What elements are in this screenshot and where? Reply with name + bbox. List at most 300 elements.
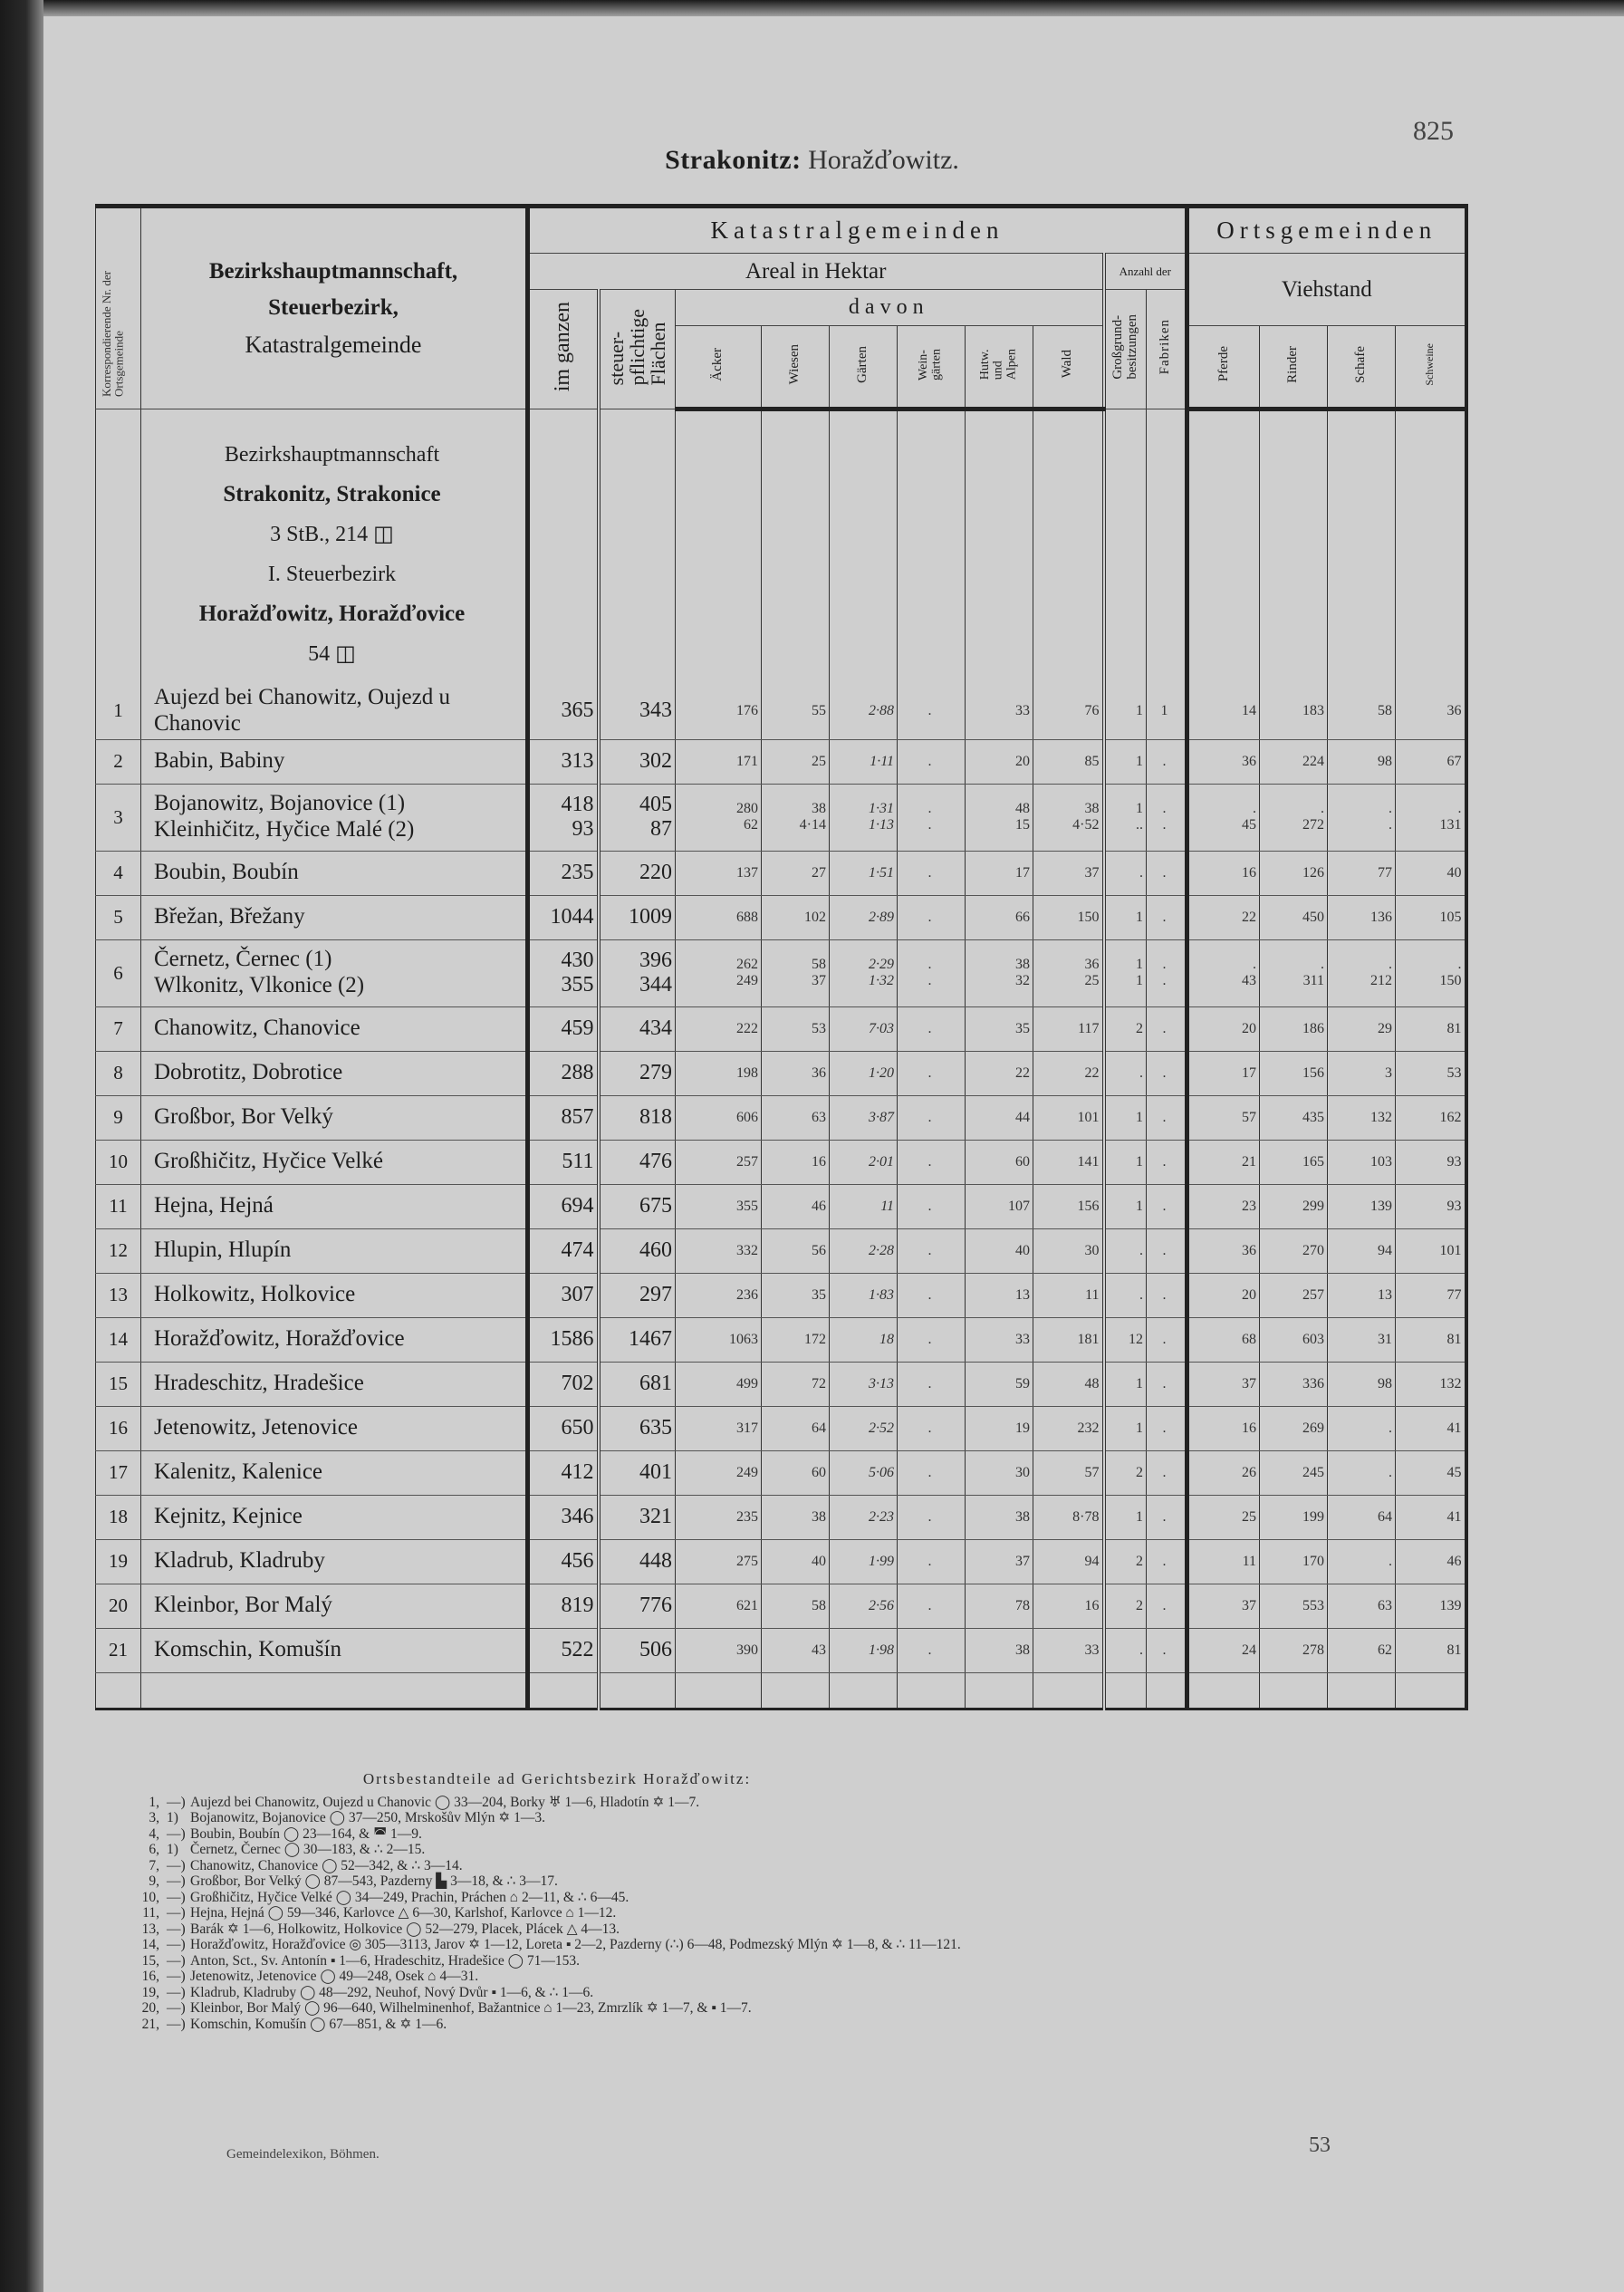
value-schafe: .	[1389, 1553, 1393, 1569]
value-wein: .	[927, 1109, 932, 1125]
value-wald: 94	[1084, 1553, 1100, 1569]
cell-hutw	[966, 851, 1033, 895]
value-rinder: 603	[1302, 1331, 1325, 1347]
table-row	[96, 1406, 1466, 1450]
value-steuer: 434	[639, 1016, 672, 1040]
cell-wald	[1033, 1095, 1104, 1140]
cell-schafe	[1328, 784, 1396, 851]
cell-wiesen	[762, 1095, 830, 1140]
footnote-number: 9,	[149, 1873, 159, 1889]
filler-cell	[898, 1672, 966, 1709]
cell-wiesen	[762, 939, 830, 1006]
intro-empty	[1147, 409, 1187, 684]
footnote-item	[127, 2000, 1440, 2017]
cell-hutw	[966, 1362, 1033, 1406]
value-aecker: 236	[736, 1286, 758, 1303]
cell-gaerten	[830, 851, 898, 895]
header-viehstand: Viehstand	[1187, 254, 1466, 326]
value-fabr: .	[1162, 1331, 1167, 1347]
cell-gross	[1104, 1406, 1147, 1450]
filler-cell	[966, 1672, 1033, 1709]
footnote-item	[127, 1921, 1440, 1938]
value-schafe: 29	[1378, 1020, 1393, 1036]
cell-fabr	[1147, 1362, 1187, 1406]
value-ganz: 857	[561, 1105, 594, 1129]
value-schweine: .	[1457, 801, 1462, 816]
value-hutw: 60	[1015, 1153, 1030, 1170]
cell-rinder	[1260, 1406, 1328, 1450]
value-pferde: 16	[1242, 1420, 1257, 1436]
value-hutw: 13	[1015, 1286, 1030, 1303]
row-number: 10	[96, 1140, 141, 1184]
value-pferde-2: 43	[1242, 973, 1257, 988]
value-gross: 1	[1136, 801, 1143, 816]
cell-fabr	[1147, 1184, 1187, 1228]
cell-ganz	[528, 683, 599, 739]
row-number: 9	[96, 1095, 141, 1140]
value-schafe: 94	[1378, 1242, 1393, 1258]
value-gaerten: 1·98	[869, 1642, 894, 1658]
cell-schafe	[1328, 851, 1396, 895]
cell-gross	[1104, 1362, 1147, 1406]
filler-cell	[96, 1672, 141, 1709]
footnote-marker: —)	[167, 1825, 186, 1842]
cell-gross	[1104, 1539, 1147, 1584]
cell-gaerten	[830, 1362, 898, 1406]
cell-gaerten	[830, 1317, 898, 1362]
value-fabr: .	[1162, 1286, 1167, 1303]
value-steuer: 1467	[629, 1327, 672, 1351]
value-pferde: 14	[1242, 702, 1257, 718]
value-hutw: 22	[1015, 1064, 1030, 1081]
value-schafe: 98	[1378, 753, 1393, 769]
header-schafe: Schafe	[1328, 326, 1396, 409]
cell-schweine	[1396, 739, 1466, 784]
cell-wiesen	[762, 1317, 830, 1362]
footnote-item	[127, 1937, 1440, 1953]
value-gaerten: 7·03	[869, 1020, 894, 1036]
cell-wein	[898, 1140, 966, 1184]
header-wiesen: Wiesen	[762, 326, 830, 409]
cell-wiesen	[762, 1495, 830, 1539]
cell-hutw	[966, 1273, 1033, 1317]
value-rinder: 245	[1302, 1464, 1325, 1480]
statistics-table	[95, 204, 1468, 1710]
municipality-name: Bojanowitz, Bojanovice (1)	[154, 791, 406, 816]
cell-gross	[1104, 1317, 1147, 1362]
value-schafe: 132	[1370, 1109, 1393, 1125]
footnotes	[127, 1771, 1440, 2032]
cell-steuer	[599, 1273, 676, 1317]
value-ganz: 346	[561, 1505, 594, 1528]
value-wein: .	[927, 1464, 932, 1480]
cell-aecker	[676, 1273, 762, 1317]
value-aecker: 621	[736, 1597, 758, 1613]
row-name	[141, 1273, 528, 1317]
value-aecker: 355	[736, 1198, 758, 1214]
value-fabr: .	[1162, 753, 1167, 769]
cell-gaerten	[830, 1628, 898, 1672]
value-gaerten: 3·87	[869, 1109, 894, 1125]
value-gaerten-2: 1·13	[869, 817, 894, 833]
value-gross: 1	[1136, 1153, 1143, 1170]
footnote-number: 10,	[141, 1889, 159, 1905]
value-schafe: 13	[1378, 1286, 1393, 1303]
value-pferde: 17	[1242, 1064, 1257, 1081]
header-anzahl: Anzahl der	[1104, 254, 1187, 290]
cell-schweine	[1396, 1184, 1466, 1228]
value-aecker: 171	[736, 753, 758, 769]
cell-wein	[898, 1450, 966, 1495]
hdr-steuer-1: steuer-	[605, 331, 629, 386]
value-pferde: 11	[1242, 1553, 1257, 1569]
header-grossgrund	[1104, 290, 1147, 409]
value-wald: 38	[1084, 801, 1100, 816]
cell-wald	[1033, 939, 1104, 1006]
cell-rinder	[1260, 1184, 1328, 1228]
footnote-marker: —)	[167, 1937, 186, 1952]
table-row	[96, 851, 1466, 895]
row-name	[141, 1362, 528, 1406]
value-gaerten: 2·29	[869, 957, 894, 972]
value-gross: 1	[1136, 957, 1143, 972]
value-schweine: 105	[1439, 909, 1462, 925]
value-schweine: 132	[1439, 1375, 1462, 1392]
value-wein: .	[927, 1508, 932, 1525]
cell-schweine	[1396, 895, 1466, 939]
cell-rinder	[1260, 1584, 1328, 1628]
cell-gaerten	[830, 1273, 898, 1317]
value-wald: 141	[1077, 1153, 1100, 1170]
header-pferde: Pferde	[1187, 326, 1260, 409]
value-schweine: 36	[1446, 702, 1462, 718]
value-fabr: .	[1162, 909, 1167, 925]
row-number: 7	[96, 1006, 141, 1051]
cell-ganz	[528, 1140, 599, 1184]
value-schafe: 103	[1370, 1153, 1393, 1170]
municipality-name-2: Wlkonitz, Vlkonice (2)	[154, 973, 365, 997]
value-fabr: .	[1162, 1642, 1167, 1658]
cell-pferde	[1187, 1228, 1260, 1273]
value-aecker: 198	[736, 1064, 758, 1081]
cell-wein	[898, 1495, 966, 1539]
cell-steuer	[599, 1184, 676, 1228]
value-schafe: .	[1389, 801, 1393, 816]
cell-fabr	[1147, 1051, 1187, 1095]
footnote-marker: —)	[167, 1889, 186, 1905]
cell-hutw	[966, 1584, 1033, 1628]
footnote-number: 1,	[149, 1794, 159, 1810]
cell-fabr	[1147, 784, 1187, 851]
cell-steuer	[599, 1628, 676, 1672]
cell-steuer	[599, 1495, 676, 1539]
table-row	[96, 683, 1466, 739]
municipality-name: Hradeschitz, Hradešice	[154, 1371, 364, 1396]
footnote-text: Barák ✡ 1—6, Holkowitz, Holkovice ◯ 52—279, Placek, Plácek △ 4—13.	[190, 1921, 620, 1937]
value-rinder: 183	[1302, 702, 1325, 718]
value-schweine: 81	[1446, 1642, 1462, 1658]
footnote-text: Jetenowitz, Jetenovice ◯ 49—248, Osek ⌂ 4—31.	[190, 1969, 479, 1984]
filler-cell	[676, 1672, 762, 1709]
footnote-text: Kleinbor, Bor Malý ◯ 96—640, Wilhelminenhof, Bažantnice ⌂ 1—23, Zmrzlík ✡ 1—7, & ▪ 1—7.	[190, 2000, 752, 2016]
footnote-number: 3,	[149, 1810, 159, 1825]
cell-schweine	[1396, 784, 1466, 851]
value-fabr: .	[1162, 1464, 1167, 1480]
value-wiesen: 64	[812, 1420, 826, 1436]
value-ganz: 313	[561, 749, 594, 773]
filler-cell	[599, 1672, 676, 1709]
value-rinder: 450	[1302, 909, 1325, 925]
cell-gross	[1104, 683, 1147, 739]
table-row	[96, 1628, 1466, 1672]
value-gross: .	[1139, 1242, 1143, 1258]
value-wein: .	[927, 909, 932, 925]
cell-aecker	[676, 1184, 762, 1228]
table-row	[96, 1095, 1466, 1140]
value-pferde: 20	[1242, 1286, 1257, 1303]
value-pferde: 37	[1242, 1597, 1257, 1613]
cell-steuer	[599, 895, 676, 939]
cell-wiesen	[762, 1140, 830, 1184]
value-wein: .	[927, 1286, 932, 1303]
value-wiesen: 102	[804, 909, 826, 925]
municipality-name: Hejna, Hejná	[154, 1193, 274, 1218]
cell-schweine	[1396, 851, 1466, 895]
cell-wald	[1033, 1317, 1104, 1362]
value-wiesen: 60	[812, 1464, 826, 1480]
value-wiesen: 16	[812, 1153, 826, 1170]
cell-pferde	[1187, 1140, 1260, 1184]
cell-pferde	[1187, 1450, 1260, 1495]
cell-wein	[898, 851, 966, 895]
cell-wald	[1033, 1051, 1104, 1095]
footnote-text: Großhičitz, Hyčice Velké ◯ 34—249, Prachin, Práchen ⌂ 2—11, & ∴ 6—45.	[190, 1889, 629, 1905]
cell-gaerten	[830, 1406, 898, 1450]
cell-schweine	[1396, 1006, 1466, 1051]
value-schweine: 162	[1439, 1109, 1462, 1125]
cell-schafe	[1328, 1495, 1396, 1539]
row-number: 16	[96, 1406, 141, 1450]
cell-aecker	[676, 784, 762, 851]
cell-schafe	[1328, 1406, 1396, 1450]
cell-wald	[1033, 1539, 1104, 1584]
cell-wein	[898, 1406, 966, 1450]
municipality-name: Aujezd bei Chanowitz, Oujezd u Chanovic	[154, 685, 450, 736]
value-aecker: 222	[736, 1020, 758, 1036]
cell-aecker	[676, 683, 762, 739]
table-row	[96, 1495, 1466, 1539]
intro-line-5: Horažďowitz, Horažďovice	[198, 602, 466, 626]
value-steuer: 401	[639, 1460, 672, 1484]
value-wald: 30	[1084, 1242, 1100, 1258]
footnote-marker: —)	[167, 2000, 186, 2016]
footnote-text: Anton, Sct., Sv. Antonín ▪ 1—6, Hradeschitz, Hradešice ◯ 71—153.	[190, 1952, 580, 1969]
cell-aecker	[676, 1539, 762, 1584]
value-pferde: .	[1253, 801, 1257, 816]
cell-rinder	[1260, 1362, 1328, 1406]
cell-wald	[1033, 1273, 1104, 1317]
cell-ganz	[528, 784, 599, 851]
value-steuer-2: 87	[650, 817, 672, 841]
value-schafe: 58	[1378, 702, 1393, 718]
value-gaerten: 1·31	[869, 801, 894, 816]
cell-hutw	[966, 1317, 1033, 1362]
value-fabr: .	[1162, 1109, 1167, 1125]
value-wein: .	[927, 1020, 932, 1036]
value-schafe-2: 212	[1370, 973, 1393, 988]
cell-steuer	[599, 1584, 676, 1628]
footnote-text: Chanowitz, Chanovice ◯ 52—342, & ∴ 3—14.	[190, 1857, 463, 1873]
district-intro-row	[96, 409, 1466, 684]
footnote-item	[127, 1873, 1440, 1890]
cell-schafe	[1328, 1184, 1396, 1228]
cell-wein	[898, 1228, 966, 1273]
value-wiesen: 63	[812, 1109, 826, 1125]
cell-wiesen	[762, 1450, 830, 1495]
cell-hutw	[966, 739, 1033, 784]
cell-pferde	[1187, 851, 1260, 895]
cell-schafe	[1328, 1450, 1396, 1495]
header-weingaerten	[898, 326, 966, 409]
value-gross: 1	[1136, 753, 1143, 769]
value-gaerten: 2·23	[869, 1508, 894, 1525]
cell-schafe	[1328, 1095, 1396, 1140]
row-number: 19	[96, 1539, 141, 1584]
cell-fabr	[1147, 739, 1187, 784]
cell-pferde	[1187, 1584, 1260, 1628]
header-katastralgemeinden: Katastralgemeinden	[528, 207, 1187, 254]
intro-empty	[528, 409, 599, 684]
value-ganz: 819	[561, 1594, 594, 1617]
intro-line-3: 3 StB., 214 ◫	[270, 523, 394, 546]
intro-line-4: I. Steuerbezirk	[267, 563, 397, 586]
value-pferde: 36	[1242, 1242, 1257, 1258]
cell-pferde	[1187, 784, 1260, 851]
table-row	[96, 895, 1466, 939]
value-aecker: 390	[736, 1642, 758, 1658]
value-wald: 76	[1084, 702, 1100, 718]
value-aecker: 275	[736, 1553, 758, 1569]
cell-hutw	[966, 1184, 1033, 1228]
value-gaerten-2: 1·32	[869, 973, 894, 988]
table-body	[96, 409, 1466, 1709]
row-name	[141, 1450, 528, 1495]
header-wald: Wald	[1033, 326, 1104, 409]
cell-aecker	[676, 1140, 762, 1184]
value-rinder: 257	[1302, 1286, 1325, 1303]
value-hutw: 33	[1015, 1331, 1030, 1347]
footnote-item	[127, 1810, 1440, 1826]
value-wein: .	[927, 1375, 932, 1392]
cell-rinder	[1260, 939, 1328, 1006]
cell-wiesen	[762, 851, 830, 895]
header-gaerten: Gärten	[830, 326, 898, 409]
value-hutw: 20	[1015, 753, 1030, 769]
value-schafe: 3	[1385, 1064, 1393, 1081]
value-gross: 2	[1136, 1597, 1143, 1613]
row-name	[141, 1140, 528, 1184]
row-name	[141, 939, 528, 1006]
value-aecker: 499	[736, 1375, 758, 1392]
cell-fabr	[1147, 1228, 1187, 1273]
value-hutw: 107	[1008, 1198, 1030, 1214]
cell-hutw	[966, 1406, 1033, 1450]
row-number: 21	[96, 1628, 141, 1672]
value-gross: 2	[1136, 1020, 1143, 1036]
value-steuer: 635	[639, 1416, 672, 1440]
footnote-marker: —)	[167, 1984, 186, 2000]
value-wiesen-2: 37	[812, 973, 826, 988]
footnote-number: 20,	[141, 2000, 159, 2016]
sheet-number: 53	[1309, 2133, 1331, 2157]
value-ganz-2: 355	[561, 973, 594, 997]
municipality-name: Boubin, Boubín	[154, 860, 299, 885]
value-gross-2: ..	[1136, 817, 1143, 833]
value-ganz: 456	[561, 1549, 594, 1573]
value-fabr: .	[1162, 1508, 1167, 1525]
value-wein-2: .	[927, 973, 932, 988]
value-ganz: 430	[561, 949, 594, 972]
cell-wein	[898, 1273, 966, 1317]
municipality-name: Kejnitz, Kejnice	[154, 1504, 303, 1529]
footnote-text: Kladrub, Kladruby ◯ 48—292, Neuhof, Nový Dvůr ▪ 1—6, & ∴ 1—6.	[190, 1984, 594, 2000]
filler-cell	[1328, 1672, 1396, 1709]
cell-wein	[898, 1584, 966, 1628]
value-hutw-2: 32	[1015, 973, 1030, 988]
filler-cell	[762, 1672, 830, 1709]
row-name	[141, 895, 528, 939]
title-subdistrict: Horažďowitz.	[808, 145, 959, 175]
value-wiesen-2: 4·14	[799, 817, 826, 833]
cell-hutw	[966, 1628, 1033, 1672]
value-wein: .	[927, 1198, 932, 1214]
cell-rinder	[1260, 1095, 1328, 1140]
cell-gaerten	[830, 784, 898, 851]
value-aecker-2: 249	[736, 973, 758, 988]
value-wein: .	[927, 957, 932, 972]
value-schafe: .	[1389, 957, 1393, 972]
cell-steuer	[599, 784, 676, 851]
value-wein: .	[927, 753, 932, 769]
cell-hutw	[966, 1051, 1033, 1095]
value-ganz: 459	[561, 1016, 594, 1040]
cell-wein	[898, 1362, 966, 1406]
header-im-ganzen: im ganzen	[528, 290, 599, 409]
table-row	[96, 939, 1466, 1006]
value-fabr: 1	[1160, 702, 1168, 718]
header-steuerpflichtige	[599, 290, 676, 409]
cell-rinder	[1260, 683, 1328, 739]
cell-fabr	[1147, 1006, 1187, 1051]
cell-hutw	[966, 1228, 1033, 1273]
cell-gross	[1104, 939, 1147, 1006]
value-pferde: 68	[1242, 1331, 1257, 1347]
value-rinder: 299	[1302, 1198, 1325, 1214]
value-wald-2: 4·52	[1072, 817, 1100, 833]
value-ganz: 511	[562, 1150, 594, 1173]
table-header	[96, 207, 1466, 409]
cell-pferde	[1187, 739, 1260, 784]
value-wiesen: 36	[812, 1064, 826, 1081]
row-name	[141, 784, 528, 851]
cell-rinder	[1260, 851, 1328, 895]
value-schafe: 77	[1378, 864, 1393, 881]
value-wiesen: 38	[812, 801, 826, 816]
value-hutw: 37	[1015, 1553, 1030, 1569]
row-name	[141, 1184, 528, 1228]
value-hutw: 78	[1015, 1597, 1030, 1613]
cell-steuer	[599, 939, 676, 1006]
